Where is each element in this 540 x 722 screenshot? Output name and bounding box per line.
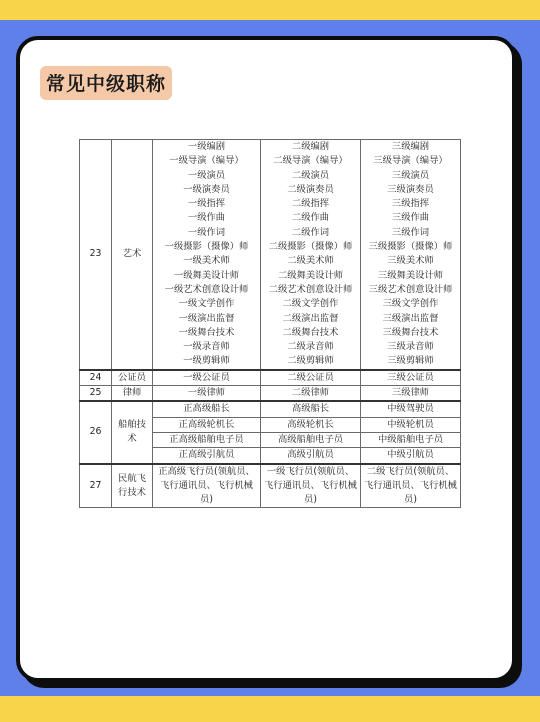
level-cell: 一级飞行员(领航员、飞行通讯员、飞行机械员): [261, 464, 361, 508]
level-item: 三级录音师: [387, 341, 434, 353]
level-cell: 高级船长: [261, 401, 361, 417]
level-cell: [361, 140, 461, 370]
category-cell: 律师: [112, 386, 153, 402]
category-cell: 民航飞行技术: [112, 464, 153, 508]
level-item: 二级录音师: [287, 341, 334, 353]
level-item: 三级作曲: [391, 212, 430, 224]
level-item: 三级舞美设计师: [377, 269, 444, 281]
table-row: [80, 401, 461, 417]
category-cell: 艺术: [112, 140, 153, 370]
level-item: 一级导演（编导）: [169, 155, 244, 167]
level-item: 三级剪辑师: [387, 355, 434, 367]
row-number: 26: [80, 401, 112, 463]
table-row: [80, 140, 461, 370]
level-item: 三级指挥: [391, 198, 430, 210]
level-cell: 正高级飞行员(领航员、飞行通讯员、飞行机械员): [153, 464, 261, 508]
level-cell: 正高级引航员: [153, 448, 261, 464]
level-item: 三级作词: [391, 226, 430, 238]
level-item: 二级指挥: [291, 198, 330, 210]
level-item: 一级演出监督: [178, 312, 235, 324]
level-item: 三级演员: [391, 169, 430, 181]
level-cell: 高级船舶电子员: [261, 432, 361, 447]
level-item: 二级演出监督: [282, 312, 339, 324]
table-row: [80, 370, 461, 386]
level-cell: 二级公证员: [261, 370, 361, 386]
level-item: 一级演奏员: [183, 183, 230, 195]
level-cell: 高级引航员: [261, 448, 361, 464]
level-item: 一级文学创作: [178, 298, 235, 310]
page-title: 常见中级职称: [46, 73, 167, 95]
level-item: 一级指挥: [187, 198, 226, 210]
level-item: 三级编剧: [391, 141, 430, 152]
level-cell: [261, 140, 361, 370]
level-item: 二级摄影（摄像）师: [268, 241, 353, 253]
level-cell: 一级律师: [153, 386, 261, 402]
level-item: 一级艺术创意设计师: [164, 283, 249, 295]
level-item: 二级舞美设计师: [277, 269, 344, 281]
table-row: [80, 464, 461, 508]
level-cell: 一级公证员: [153, 370, 261, 386]
level-cell: 正高级船舶电子员: [153, 432, 261, 447]
level-item: 二级演员: [291, 169, 330, 181]
level-item: 一级作曲: [187, 212, 226, 224]
level-item: 二级艺术创意设计师: [268, 283, 353, 295]
row-number: 23: [80, 140, 112, 370]
level-cell: 中级船舶电子员: [361, 432, 461, 447]
level-cell: 正高级轮机长: [153, 417, 261, 432]
level-cell: 正高级船长: [153, 401, 261, 417]
level-cell: 二级律师: [261, 386, 361, 402]
level-item: 一级演员: [187, 169, 226, 181]
level-item: 三级摄影（摄像）师: [368, 241, 453, 253]
category-cell: 公证员: [112, 370, 153, 386]
level-item: 一级剪辑师: [183, 355, 230, 367]
level-item: 二级作曲: [291, 212, 330, 224]
level-item: 三级演出监督: [382, 312, 439, 324]
category-cell: 船舶技术: [112, 401, 153, 463]
level-item: 三级导演（编导）: [373, 155, 448, 167]
level-item: 二级导演（编导）: [273, 155, 348, 167]
level-cell: [153, 140, 261, 370]
level-item: 二级编剧: [291, 141, 330, 152]
level-cell: 二级飞行员(领航员、飞行通讯员、飞行机械员): [361, 464, 461, 508]
level-item: 三级艺术创意设计师: [368, 283, 453, 295]
level-item: 三级演奏员: [387, 183, 434, 195]
level-item: 一级录音师: [183, 341, 230, 353]
table-row: [80, 386, 461, 402]
level-item: 二级作词: [291, 226, 330, 238]
level-item: 二级舞台技术: [282, 326, 339, 338]
level-item: 一级舞台技术: [178, 326, 235, 338]
level-cell: 中级驾驶员: [361, 401, 461, 417]
level-item: 三级文学创作: [382, 298, 439, 310]
level-item: 三级舞台技术: [382, 326, 439, 338]
level-cell: 中级轮机员: [361, 417, 461, 432]
level-item: 二级文学创作: [282, 298, 339, 310]
row-number: 24: [80, 370, 112, 386]
row-number: 25: [80, 386, 112, 402]
level-item: 二级美术师: [287, 255, 334, 267]
level-cell: 三级公证员: [361, 370, 461, 386]
level-item: 一级作词: [187, 226, 226, 238]
level-item: 三级美术师: [387, 255, 434, 267]
level-item: 一级编剧: [187, 141, 226, 152]
title-highlight: [40, 66, 172, 100]
title-table: [79, 139, 461, 508]
level-cell: 中级引航员: [361, 448, 461, 464]
level-item: 二级演奏员: [287, 183, 334, 195]
level-item: 一级美术师: [183, 255, 230, 267]
level-cell: 高级轮机长: [261, 417, 361, 432]
level-item: 二级剪辑师: [287, 355, 334, 367]
level-item: 一级摄影（摄像）师: [164, 241, 249, 253]
level-item: 一级舞美设计师: [173, 269, 240, 281]
level-cell: 三级律师: [361, 386, 461, 402]
row-number: 27: [80, 464, 112, 508]
